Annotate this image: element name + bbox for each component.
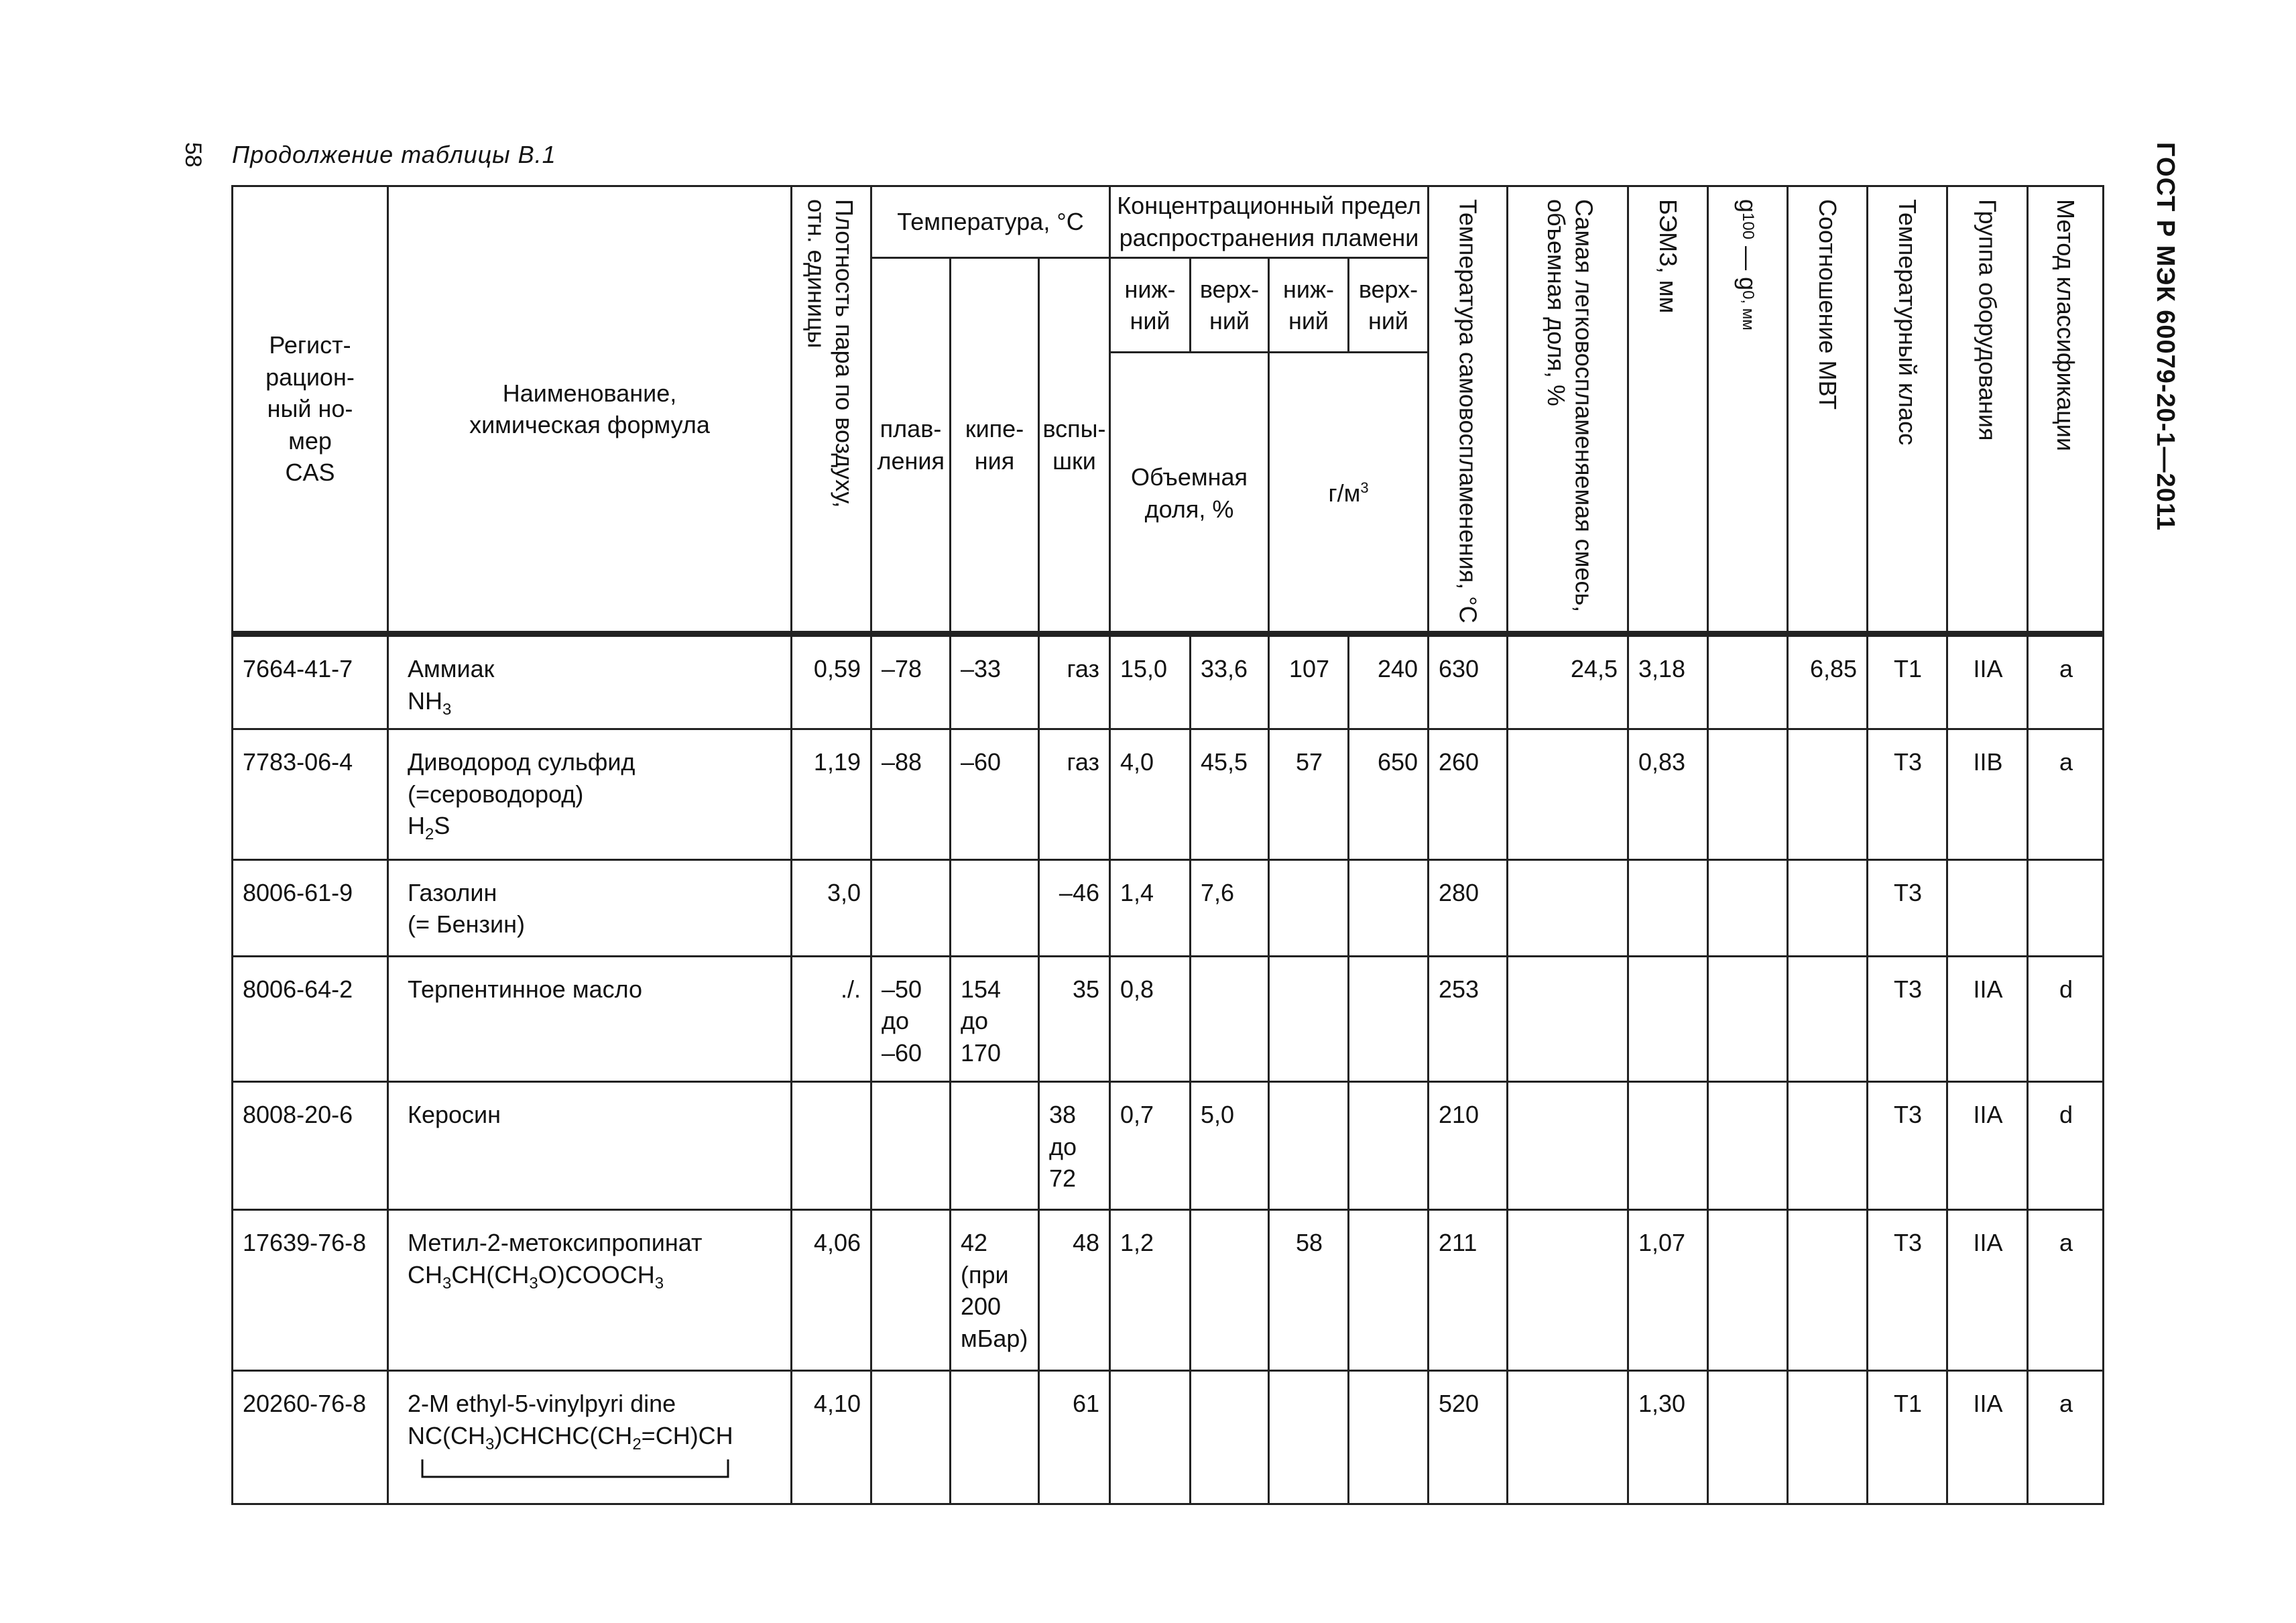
cell-g-lower	[1269, 1082, 1349, 1210]
header-g-lower: ниж-ний	[1269, 258, 1349, 353]
cell-autoignition: 520	[1429, 1371, 1508, 1504]
cell-t-flash: газ	[1039, 634, 1110, 729]
header-temperature: Температура, °С	[871, 186, 1110, 258]
cell-name	[388, 956, 792, 1082]
cell-vol-upper: 45,5	[1191, 729, 1269, 860]
cell-g-upper: 240	[1349, 634, 1429, 729]
header-g-upper: верх-ний	[1349, 258, 1429, 353]
chemical-formula: $CH_3CH(CH_3O)COOCH_3$	[408, 1260, 664, 1293]
cell-g-upper	[1349, 956, 1429, 1082]
cell-t-melt	[871, 1082, 951, 1210]
table-row	[233, 729, 2104, 860]
cell-name	[388, 634, 792, 729]
cell-cas: 8006-64-2	[233, 956, 388, 1082]
cell-mesg: 1,07	[1628, 1210, 1708, 1371]
header-temp-class	[1868, 186, 1947, 634]
header-g100	[1708, 186, 1788, 634]
cell-equip-group	[1947, 859, 2028, 956]
cell-t-melt	[871, 1210, 951, 1371]
cell-vol-lower: 0,7	[1110, 1082, 1191, 1210]
header-vol-lower: ниж-ний	[1110, 258, 1191, 353]
cell-autoignition: 253	[1429, 956, 1508, 1082]
compound-name-line: Терпентинное масло	[408, 975, 643, 1003]
compound-name-line: Диводород сульфид	[408, 748, 636, 776]
cell-t-flash: 38 до 72	[1039, 1082, 1110, 1210]
cell-most-flammable: 24,5	[1508, 634, 1628, 729]
cell-temp-class: Т1	[1868, 1371, 1947, 1504]
cell-cas: 7664-41-7	[233, 634, 388, 729]
cell-mic-ratio	[1788, 1210, 1868, 1371]
header-mic-ratio	[1788, 186, 1868, 634]
table-row	[233, 956, 2104, 1082]
cell-method: a	[2028, 729, 2104, 860]
header-mic-ratio-text: Соотношение МВТ	[1813, 199, 1841, 410]
cell-most-flammable	[1508, 1371, 1628, 1504]
cell-temp-class: Т3	[1868, 956, 1947, 1082]
compound-name-line: Метил-2-метоксипропинат	[408, 1229, 703, 1257]
header-temp-class-text: Температурный класс	[1893, 199, 1921, 446]
cell-most-flammable	[1508, 956, 1628, 1082]
compound-name-line: Керосин	[408, 1101, 501, 1129]
cell-t-flash: 35	[1039, 956, 1110, 1082]
cell-mesg	[1628, 1082, 1708, 1210]
cell-mic-ratio: 6,85	[1788, 634, 1868, 729]
compound-name-line: (=сероводород)	[408, 780, 584, 808]
table-continuation-label: Продолжение таблицы В.1	[232, 141, 556, 168]
cell-density: 4,06	[792, 1210, 871, 1371]
cell-cas: 20260-76-8	[233, 1371, 388, 1504]
cell-cas: 17639-76-8	[233, 1210, 388, 1371]
cell-density: 3,0	[792, 859, 871, 956]
cell-density: ./.	[792, 956, 871, 1082]
cell-g-upper	[1349, 859, 1429, 956]
cell-g100	[1708, 1371, 1788, 1504]
cell-g100	[1708, 634, 1788, 729]
cell-most-flammable	[1508, 859, 1628, 956]
chemical-formula: $NH_3$	[408, 686, 452, 719]
header-cas-text: Регист-рацион-ный но-мер CAS	[265, 331, 355, 487]
cell-equip-group: IIA	[1947, 956, 2028, 1082]
cell-g-lower	[1269, 1371, 1349, 1504]
cell-g100	[1708, 729, 1788, 860]
header-density	[792, 186, 871, 634]
header-name-text: Наименование, химическая формула	[469, 379, 710, 439]
cell-mesg: 3,18	[1628, 634, 1708, 729]
cell-vol-upper	[1191, 1210, 1269, 1371]
table-header	[233, 186, 2104, 634]
cell-mic-ratio	[1788, 956, 1868, 1082]
cell-density: 4,10	[792, 1371, 871, 1504]
header-most-flammable	[1508, 186, 1628, 634]
cell-t-melt	[871, 859, 951, 956]
cell-g-lower: 107	[1269, 634, 1349, 729]
cell-density	[792, 1082, 871, 1210]
cell-autoignition: 630	[1429, 634, 1508, 729]
table-body	[233, 634, 2104, 1504]
compound-name-line: (= Бензин)	[408, 910, 526, 939]
cell-g-upper: 650	[1349, 729, 1429, 860]
compound-name-line: Аммиак	[408, 655, 495, 683]
table-row	[233, 859, 2104, 956]
ring-bond-bracket	[408, 1458, 729, 1482]
header-method-text: Метод классификации	[2051, 199, 2079, 451]
table-row	[233, 1210, 2104, 1371]
cell-g-lower: 58	[1269, 1210, 1349, 1371]
cell-vol-upper: 7,6	[1191, 859, 1269, 956]
cell-t-melt: –88	[871, 729, 951, 860]
cell-vol-lower: 1,2	[1110, 1210, 1191, 1371]
cell-name	[388, 1371, 792, 1504]
header-t-melt: плав-ления	[871, 258, 951, 634]
cell-method: a	[2028, 1371, 2104, 1504]
cell-mic-ratio	[1788, 1371, 1868, 1504]
cell-temp-class: Т1	[1868, 634, 1947, 729]
cell-equip-group: IIA	[1947, 1210, 2028, 1371]
compound-name-line: 2-M ethyl-5-vinylpyri dine	[408, 1390, 676, 1418]
cell-equip-group: IIA	[1947, 634, 2028, 729]
cell-mic-ratio	[1788, 729, 1868, 860]
header-vol-upper: верх-ний	[1191, 258, 1269, 353]
cell-vol-upper	[1191, 1371, 1269, 1504]
cell-cas: 7783-06-4	[233, 729, 388, 860]
header-t-boil: кипе-ния	[951, 258, 1039, 634]
cell-density: 0,59	[792, 634, 871, 729]
cell-g-upper	[1349, 1210, 1429, 1371]
cell-mic-ratio	[1788, 859, 1868, 956]
header-concentration	[1110, 186, 1429, 258]
cell-vol-lower: 15,0	[1110, 634, 1191, 729]
header-autoignition-text: Температура самовоспламенения, °С	[1454, 199, 1482, 623]
cell-t-boil	[951, 1371, 1039, 1504]
header-name	[388, 186, 792, 634]
cell-vol-upper: 5,0	[1191, 1082, 1269, 1210]
header-g100-text: g100 — g0, мм	[1734, 199, 1762, 330]
header-mesg	[1628, 186, 1708, 634]
chemical-formula: $H_2S$	[408, 812, 450, 844]
cell-t-melt	[871, 1371, 951, 1504]
cell-name	[388, 729, 792, 860]
header-method	[2028, 186, 2104, 634]
header-mesg-text: БЭМЗ, мм	[1654, 199, 1682, 314]
cell-g100	[1708, 1210, 1788, 1371]
cell-mic-ratio	[1788, 1082, 1868, 1210]
cell-g-upper	[1349, 1371, 1429, 1504]
cell-temp-class: Т3	[1868, 1210, 1947, 1371]
cell-method: d	[2028, 956, 2104, 1082]
header-t-flash: вспы-шки	[1039, 258, 1110, 634]
cell-mesg: 1,30	[1628, 1371, 1708, 1504]
cell-mesg: 0,83	[1628, 729, 1708, 860]
cell-g-lower	[1269, 956, 1349, 1082]
cell-vol-upper: 33,6	[1191, 634, 1269, 729]
cell-equip-group: IIB	[1947, 729, 2028, 860]
cell-cas: 8008-20-6	[233, 1082, 388, 1210]
cell-t-boil: 154 до 170	[951, 956, 1039, 1082]
cell-most-flammable	[1508, 729, 1628, 860]
cell-t-melt: –78	[871, 634, 951, 729]
compound-name-line: Газолин	[408, 878, 497, 906]
cell-vol-lower	[1110, 1371, 1191, 1504]
cell-t-boil	[951, 1082, 1039, 1210]
cell-mesg	[1628, 956, 1708, 1082]
table-row	[233, 1082, 2104, 1210]
cell-temp-class: Т3	[1868, 859, 1947, 956]
cell-cas: 8006-61-9	[233, 859, 388, 956]
header-autoignition	[1429, 186, 1508, 634]
cell-density: 1,19	[792, 729, 871, 860]
cell-autoignition: 280	[1429, 859, 1508, 956]
cell-temp-class: Т3	[1868, 1082, 1947, 1210]
cell-t-flash: 61	[1039, 1371, 1110, 1504]
cell-g-upper	[1349, 1082, 1429, 1210]
cell-name	[388, 1210, 792, 1371]
header-most-flammable-text: Самая легковоспламеняемая смесь, объемная доля, %	[1543, 199, 1598, 613]
cell-method	[2028, 859, 2104, 956]
cell-t-boil	[951, 859, 1039, 956]
cell-g100	[1708, 859, 1788, 956]
cell-method: d	[2028, 1082, 2104, 1210]
document-code: ГОСТ Р МЭК 60079-20-1—2011	[2151, 142, 2179, 532]
cell-t-melt: –50 до –60	[871, 956, 951, 1082]
cell-equip-group: IIA	[1947, 1371, 2028, 1504]
cell-mesg	[1628, 859, 1708, 956]
header-equip-group-text: Группа оборудования	[1974, 199, 2002, 441]
page-number: 58	[180, 142, 206, 168]
cell-method: a	[2028, 634, 2104, 729]
cell-t-boil: –33	[951, 634, 1039, 729]
cell-vol-lower: 0,8	[1110, 956, 1191, 1082]
cell-equip-group: IIA	[1947, 1082, 2028, 1210]
header-concentration-text: Концентрационный предел распространения пламени	[1117, 192, 1421, 251]
properties-table	[231, 185, 2102, 1498]
header-density-text: Плотность пара по воздуху, отн. единицы	[802, 199, 858, 508]
cell-t-flash: газ	[1039, 729, 1110, 860]
cell-vol-lower: 4,0	[1110, 729, 1191, 860]
header-cas	[233, 186, 388, 634]
cell-t-boil: 42 (при 200 мБар)	[951, 1210, 1039, 1371]
cell-g100	[1708, 1082, 1788, 1210]
cell-most-flammable	[1508, 1210, 1628, 1371]
cell-temp-class: Т3	[1868, 729, 1947, 860]
cell-g-lower: 57	[1269, 729, 1349, 860]
cell-g100	[1708, 956, 1788, 1082]
cell-method: a	[2028, 1210, 2104, 1371]
cell-vol-lower: 1,4	[1110, 859, 1191, 956]
cell-name	[388, 859, 792, 956]
header-equip-group	[1947, 186, 2028, 634]
cell-autoignition: 210	[1429, 1082, 1508, 1210]
header-gm3: $г/м^3$	[1269, 353, 1429, 634]
cell-autoignition: 260	[1429, 729, 1508, 860]
header-volume-fraction: Объемная доля, %	[1110, 353, 1269, 634]
chemical-formula: $NC(CH_3)CHCHC(CH_2=CH)CH$	[408, 1421, 733, 1453]
table-row	[233, 634, 2104, 729]
cell-t-boil: –60	[951, 729, 1039, 860]
cell-t-flash: 48	[1039, 1210, 1110, 1371]
cell-vol-upper	[1191, 956, 1269, 1082]
table-row	[233, 1371, 2104, 1504]
cell-t-flash: –46	[1039, 859, 1110, 956]
cell-g-lower	[1269, 859, 1349, 956]
cell-name	[388, 1082, 792, 1210]
cell-most-flammable	[1508, 1082, 1628, 1210]
cell-autoignition: 211	[1429, 1210, 1508, 1371]
